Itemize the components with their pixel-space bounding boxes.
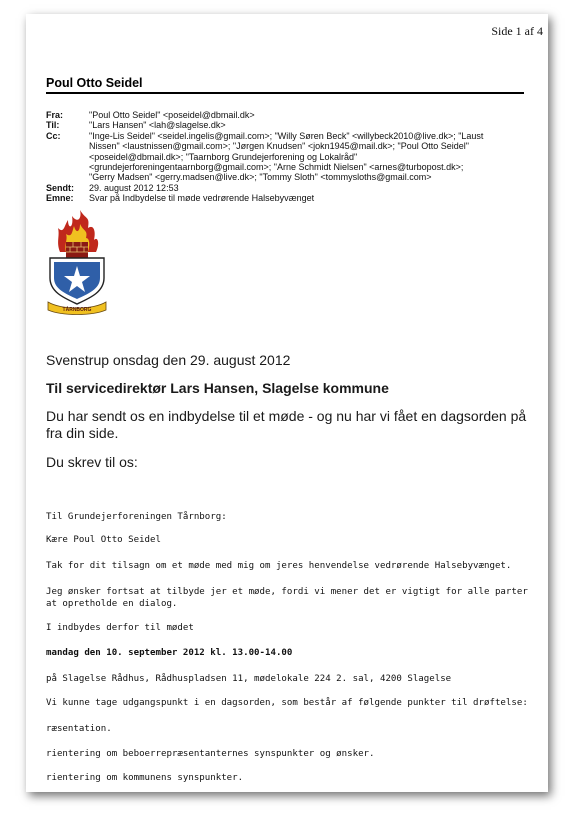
cc-line: "Inge-Lis Seidel" <seidel.ingelis@gmail.com>; "Willy Søren Beck" <willybeck2010@live.dk>; "Laust: [89, 130, 484, 141]
quoted-thanks: Tak for dit tilsagn om et møde med mig om jeres henvendelse vedrørende Halsebyvænget.: [46, 561, 512, 571]
agenda-item: rientering om kommunens synspunkter.: [46, 773, 244, 783]
greeting-line: Svenstrup onsdag den 29. august 2012: [46, 352, 291, 368]
taarnborg-crest-logo: [46, 206, 108, 316]
sender-name: Poul Otto Seidel: [46, 76, 143, 90]
page-number: Side 1 af 4: [491, 24, 543, 38]
to-label: Til:: [46, 120, 60, 131]
cc-line: Nissen" <laustnissen@gmail.com>; "Jørgen Knudsen" <jokn1945@mail.dk>; "Poul Otto Seidel": [89, 141, 469, 152]
sender-divider: [46, 92, 524, 94]
cc-line: <grundejerforeningentaarnborg@gmail.com>; "Arne Schmidt Nielsen" <arnes@turbopost.dk>;: [89, 162, 464, 173]
header-subject-row: [46, 193, 526, 203]
quoted-offer: Jeg ønsker fortsat at tilbyde jer et møde, fordi vi mener det er vigtigt for alle parter at opretholde en dialog.: [46, 587, 528, 609]
cc-line: "Gerry Madsen" <gerry.madsen@live.dk>; "Tommy Sloth" <tommysloths@gmail.com>: [89, 172, 432, 183]
to-value: "Lars Hansen" <lah@slagelse.dk>: [89, 120, 226, 131]
letter-heading: Til servicedirektør Lars Hansen, Slagelse kommune: [46, 380, 389, 396]
subject-value: Svar på Indbydelse til møde vedrørende Halsebyvænget: [89, 193, 315, 204]
document-page: [26, 14, 548, 792]
intro-paragraph: Du har sendt os en indbydelse til et møde - og nu har vi fået en dagsorden på fra din side.: [46, 408, 527, 441]
header-to-row: [46, 120, 526, 130]
agenda-item: rientering om beboerrepræsentanternes synspunkter og ønsker.: [46, 749, 375, 759]
email-header: [46, 110, 526, 204]
sent-value: 29. august 2012 12:53: [89, 182, 179, 193]
sent-label: Sendt:: [46, 182, 74, 193]
header-from-row: [46, 110, 526, 120]
logo-text: TÅRNBORG: [62, 307, 92, 313]
header-sent-row: [46, 183, 526, 193]
quoted-invite: I indbydes derfor til mødet: [46, 623, 194, 633]
cc-value: [89, 131, 526, 183]
cc-label: Cc:: [46, 130, 61, 141]
cc-line: <poseidel@dbmail.dk>; "Taarnborg Grundejerforening og Lokalråd": [89, 151, 358, 162]
agenda-item: ræsentation.: [46, 724, 112, 734]
quoted-to-line: Til Grundejerforeningen Tårnborg:: [46, 512, 227, 522]
quoted-salutation: Kære Poul Otto Seidel: [46, 535, 161, 545]
agenda-intro: Vi kunne tage udgangspunkt i en dagsorden, som består af følgende punkter til drøftelse:: [46, 698, 528, 708]
from-value: "Poul Otto Seidel" <poseidel@dbmail.dk>: [89, 110, 255, 120]
subject-label: Emne:: [46, 193, 74, 204]
meeting-location: på Slagelse Rådhus, Rådhuspladsen 11, mødelokale 224 2. sal, 4200 Slagelse: [46, 674, 452, 684]
header-cc-row: [46, 131, 526, 183]
from-label: Fra:: [46, 110, 64, 120]
quote-intro: Du skrev til os:: [46, 454, 138, 470]
meeting-date-time: mandag den 10. september 2012 kl. 13.00-14.00: [46, 648, 293, 658]
